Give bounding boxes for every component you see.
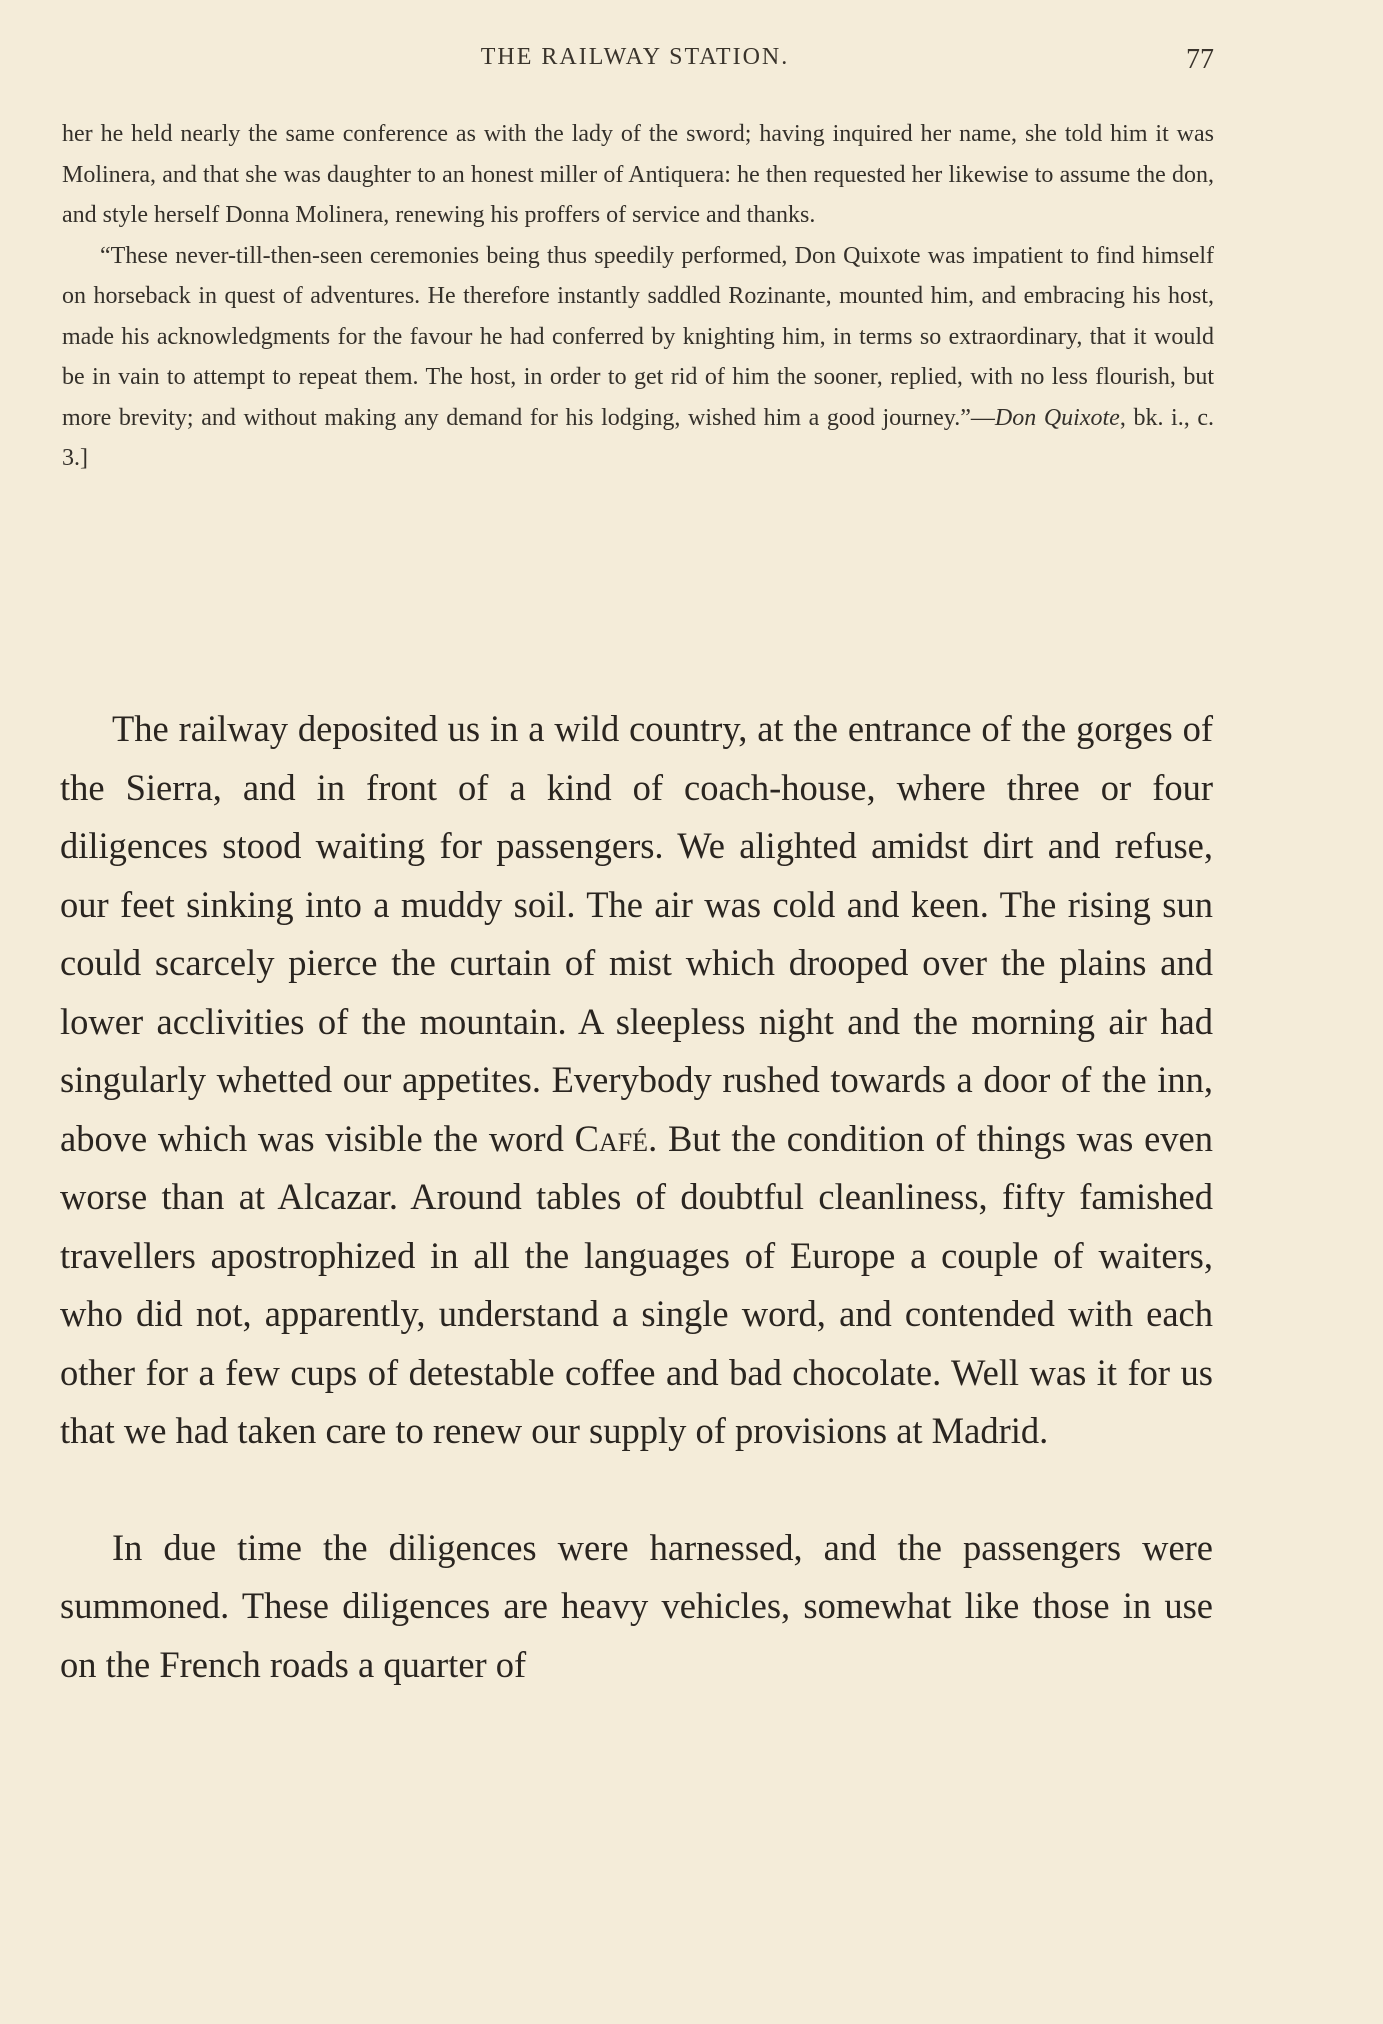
quoted-note [62,114,1214,479]
body-paragraph [60,1519,1213,1695]
note-paragraph-1-text: her he held nearly the same conference as with the lady of the sword; having inquired her name, she told him it was Molinera, and that she was daughter to an honest miller of Antiquera: he then requested her likewise to assume the don, and style herself Donna Molinera, renewing his proffers of service and thanks. [62,121,1214,228]
cafe-word: Café [574,1117,649,1159]
note-paragraph-2-text: “These never-till-then-seen ceremonies being thus speedily performed, Don Quixote was impatient to find himself on horseback in quest of adventures. He therefore instantly saddled Rozinante, mounted him, and embracing his host, made his acknowledgments for the favour he had conferred by knighting him, in terms so extraordinary, that it would be in vain to attempt to repeat them. The host, in order to get rid of him the sooner, replied, with no less flourish, but more brevity; and without making any demand for his lodging, wished him a good journey.”— [62,242,1214,431]
body-paragraph-1-end: . But the condition of things was even worse than at Alcazar. Around tables of doubtful cleanliness, fifty famished travellers apostrophized in all the languages of Europe a couple of waiters, who did not, apparently, understand a single word, and contended with each other for a few cups of detestable coffee and bad chocolate. Well was it for us that we had taken care to renew our supply of provisions at Madrid. [60,1117,1213,1451]
note-paragraph [62,114,1214,236]
running-title: THE RAILWAY STATION. [480,44,790,70]
body-paragraph-2-text: In due time the diligences were harnessed, and the passengers were summoned. These diligences are heavy vehicles, somewhat like those in use on the French roads a quarter of [60,1526,1213,1685]
page-number: 77 [1186,44,1214,75]
main-text [60,700,1213,1694]
body-paragraph-1-start: The railway deposited us in a wild country, at the entrance of the gorges of the Sierra, and in front of a kind of coach-house, where three or four diligences stood waiting for passengers. We alighted amidst dirt and refuse, our feet sinking into a muddy soil. The air was cold and keen. The rising sun could scarcely pierce the curtain of mist which drooped over the plains and lower acclivities of the mountain. A sleepless night and the morning air had singularly whetted our appetites. Everybody rushed towards a door of the inn, above which was visible the word [60,708,1213,1159]
note-paragraph [62,236,1214,479]
source-reference: , bk. i., c. 3.] [62,404,1214,471]
source-title: Don Quixote [994,404,1120,431]
running-head [60,44,1214,84]
body-paragraph [60,700,1213,1461]
